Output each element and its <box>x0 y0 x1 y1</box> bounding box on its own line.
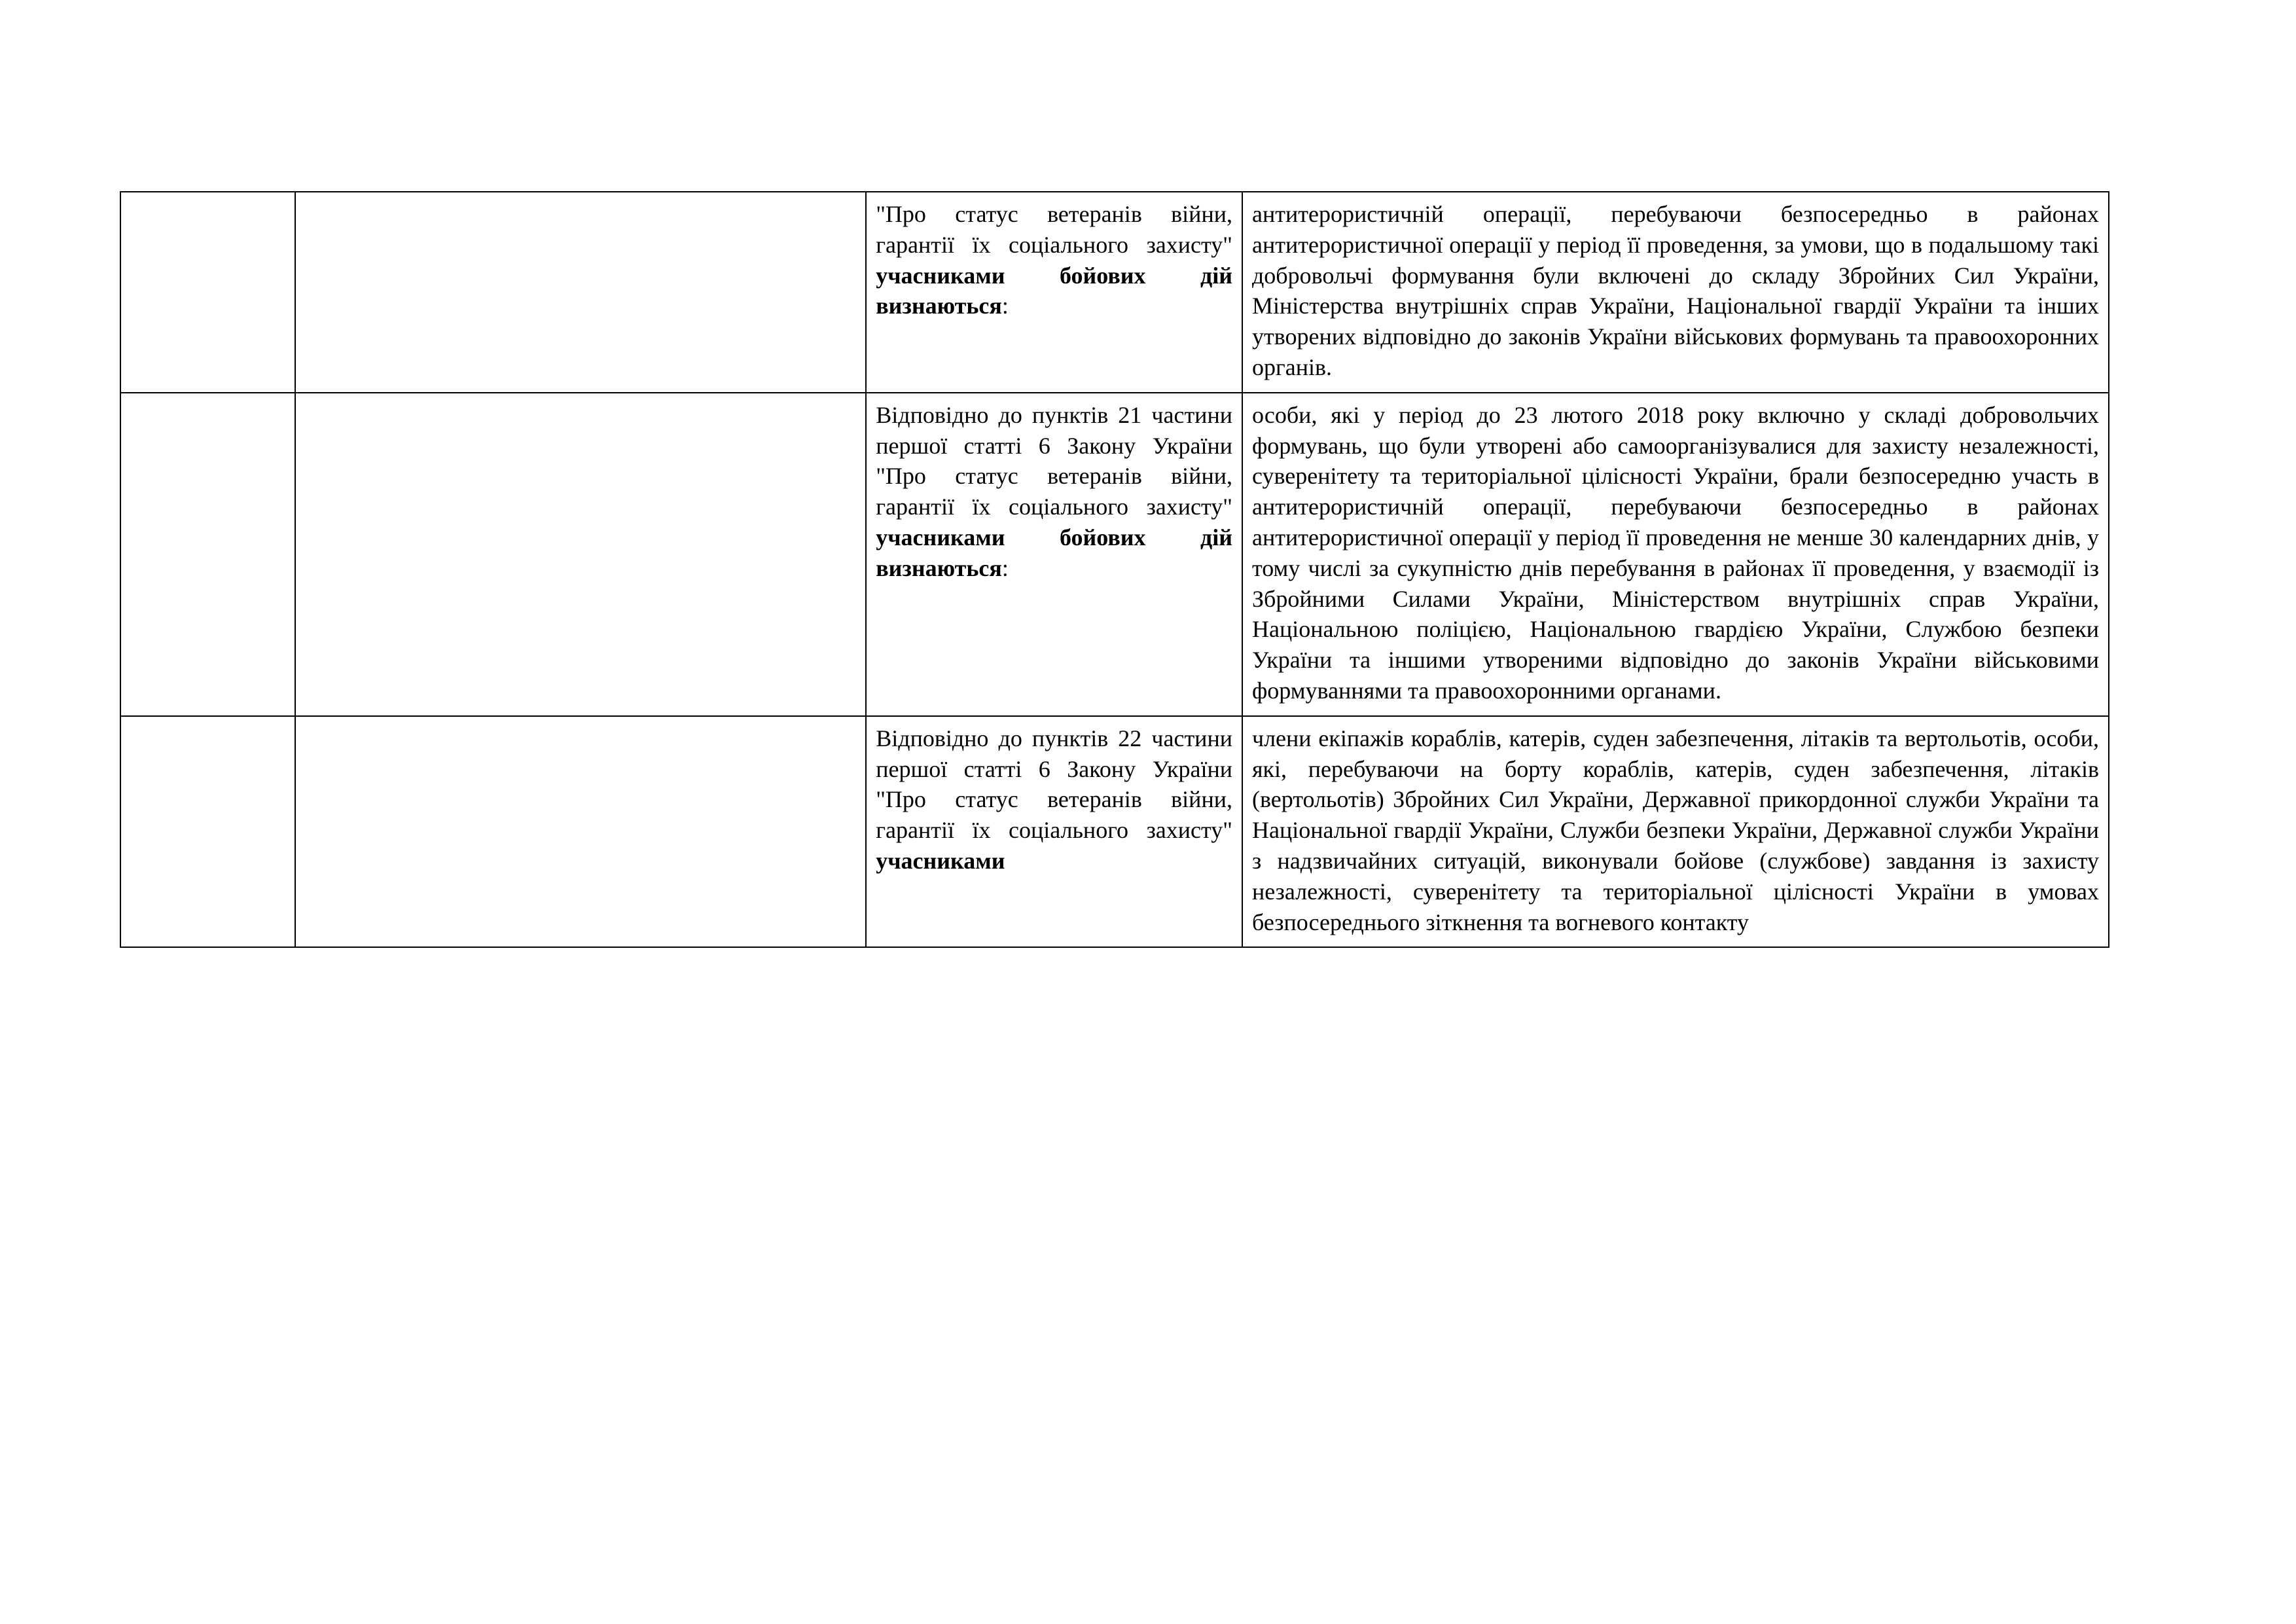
table-row <box>120 393 2109 716</box>
table-row <box>120 716 2109 948</box>
row2-col3-lead: Відповідно до пунктів 21 частини першої статті 6 Закону України "Про статус ветеранів війни, гарантії їх соціального захисту" <box>876 401 1232 520</box>
row3-col3-lead: Відповідно до пунктів 22 частини першої статті 6 Закону України "Про статус ветеранів війни, гарантії їх соціального захисту" <box>876 725 1232 844</box>
row1-col3-cell <box>866 192 1242 393</box>
row2-col1-cell <box>120 393 295 716</box>
row1-col4-paragraph: антитерористичній операції, перебуваючи безпосередньо в районах антитерористичної операції у період її проведення, за умови, що в подальшому такі добровольчі формування були включені до складу Збройних Сил України, Міністерства внутрішніх справ України, Національної гвардії України та інших утворених відповідно до законів України військових формувань та правоохоронних органів. <box>1251 201 2099 380</box>
row3-col3-paragraph <box>876 723 1232 876</box>
table-row <box>120 192 2109 393</box>
row1-col1-cell <box>120 192 295 393</box>
row2-col3-emphasis: учасниками бойових дій визнаються <box>876 524 1232 581</box>
row3-col3-emphasis: учасниками <box>876 847 1005 874</box>
row2-col4-paragraph: особи, які у період до 23 лютого 2018 року включно у складі добровольчих формувань, що були утворені або самоорганізувалися для захисту незалежності, суверенітету та територіальної цілісності України, брали безпосередню участь в антитерористичній операції, перебуваючи безпосередньо в районах антитерористичної операції у період її проведення не менше 30 календарних днів, у тому числі за сукупністю днів перебування в районах її проведення, у взаємодії із Збройними Силами України, Міністерством внутрішніх справ України, Національною поліцією, Національною гвардією України, Службою безпеки України та іншими утвореними відповідно до законів України військовими формуваннями та правоохоронними органами. <box>1251 401 2099 704</box>
row2-col3-paragraph <box>876 400 1232 584</box>
table-body <box>120 192 2109 947</box>
row1-col3-tail: : <box>1001 293 1009 319</box>
row1-col4-cell <box>1242 192 2109 393</box>
row3-col1-cell <box>120 716 295 948</box>
row2-col2-cell <box>295 393 866 716</box>
row2-col4-cell <box>1242 393 2109 716</box>
row3-col4-cell <box>1242 716 2109 948</box>
row1-col2-cell <box>295 192 866 393</box>
row2-col3-tail: : <box>1001 554 1009 581</box>
row3-col4-paragraph: члени екіпажів кораблів, катерів, суден забезпечення, літаків та вертольотів, особи, які, перебуваючи на борту кораблів, катерів, суден забезпечення, літаків (вертольотів) Збройних Сил України, Державної прикордонної служби України та Національної гвардії України, Служби безпеки України, Державної служби України з надзвичайних ситуацій, виконували бойове (службове) завдання із захисту незалежності, суверенітету та територіальної цілісності України в умовах безпосереднього зіткнення та вогневого контакту <box>1251 725 2099 935</box>
row1-col3-paragraph <box>876 199 1232 321</box>
comparison-table <box>120 191 2109 948</box>
row3-col3-cell <box>866 716 1242 948</box>
row1-col3-lead: "Про статус ветеранів війни, гарантії їх соціального захисту" <box>876 201 1232 258</box>
row2-col3-cell <box>866 393 1242 716</box>
row3-col2-cell <box>295 716 866 948</box>
row1-col3-emphasis: учасниками бойових дій визнаються <box>876 262 1232 319</box>
